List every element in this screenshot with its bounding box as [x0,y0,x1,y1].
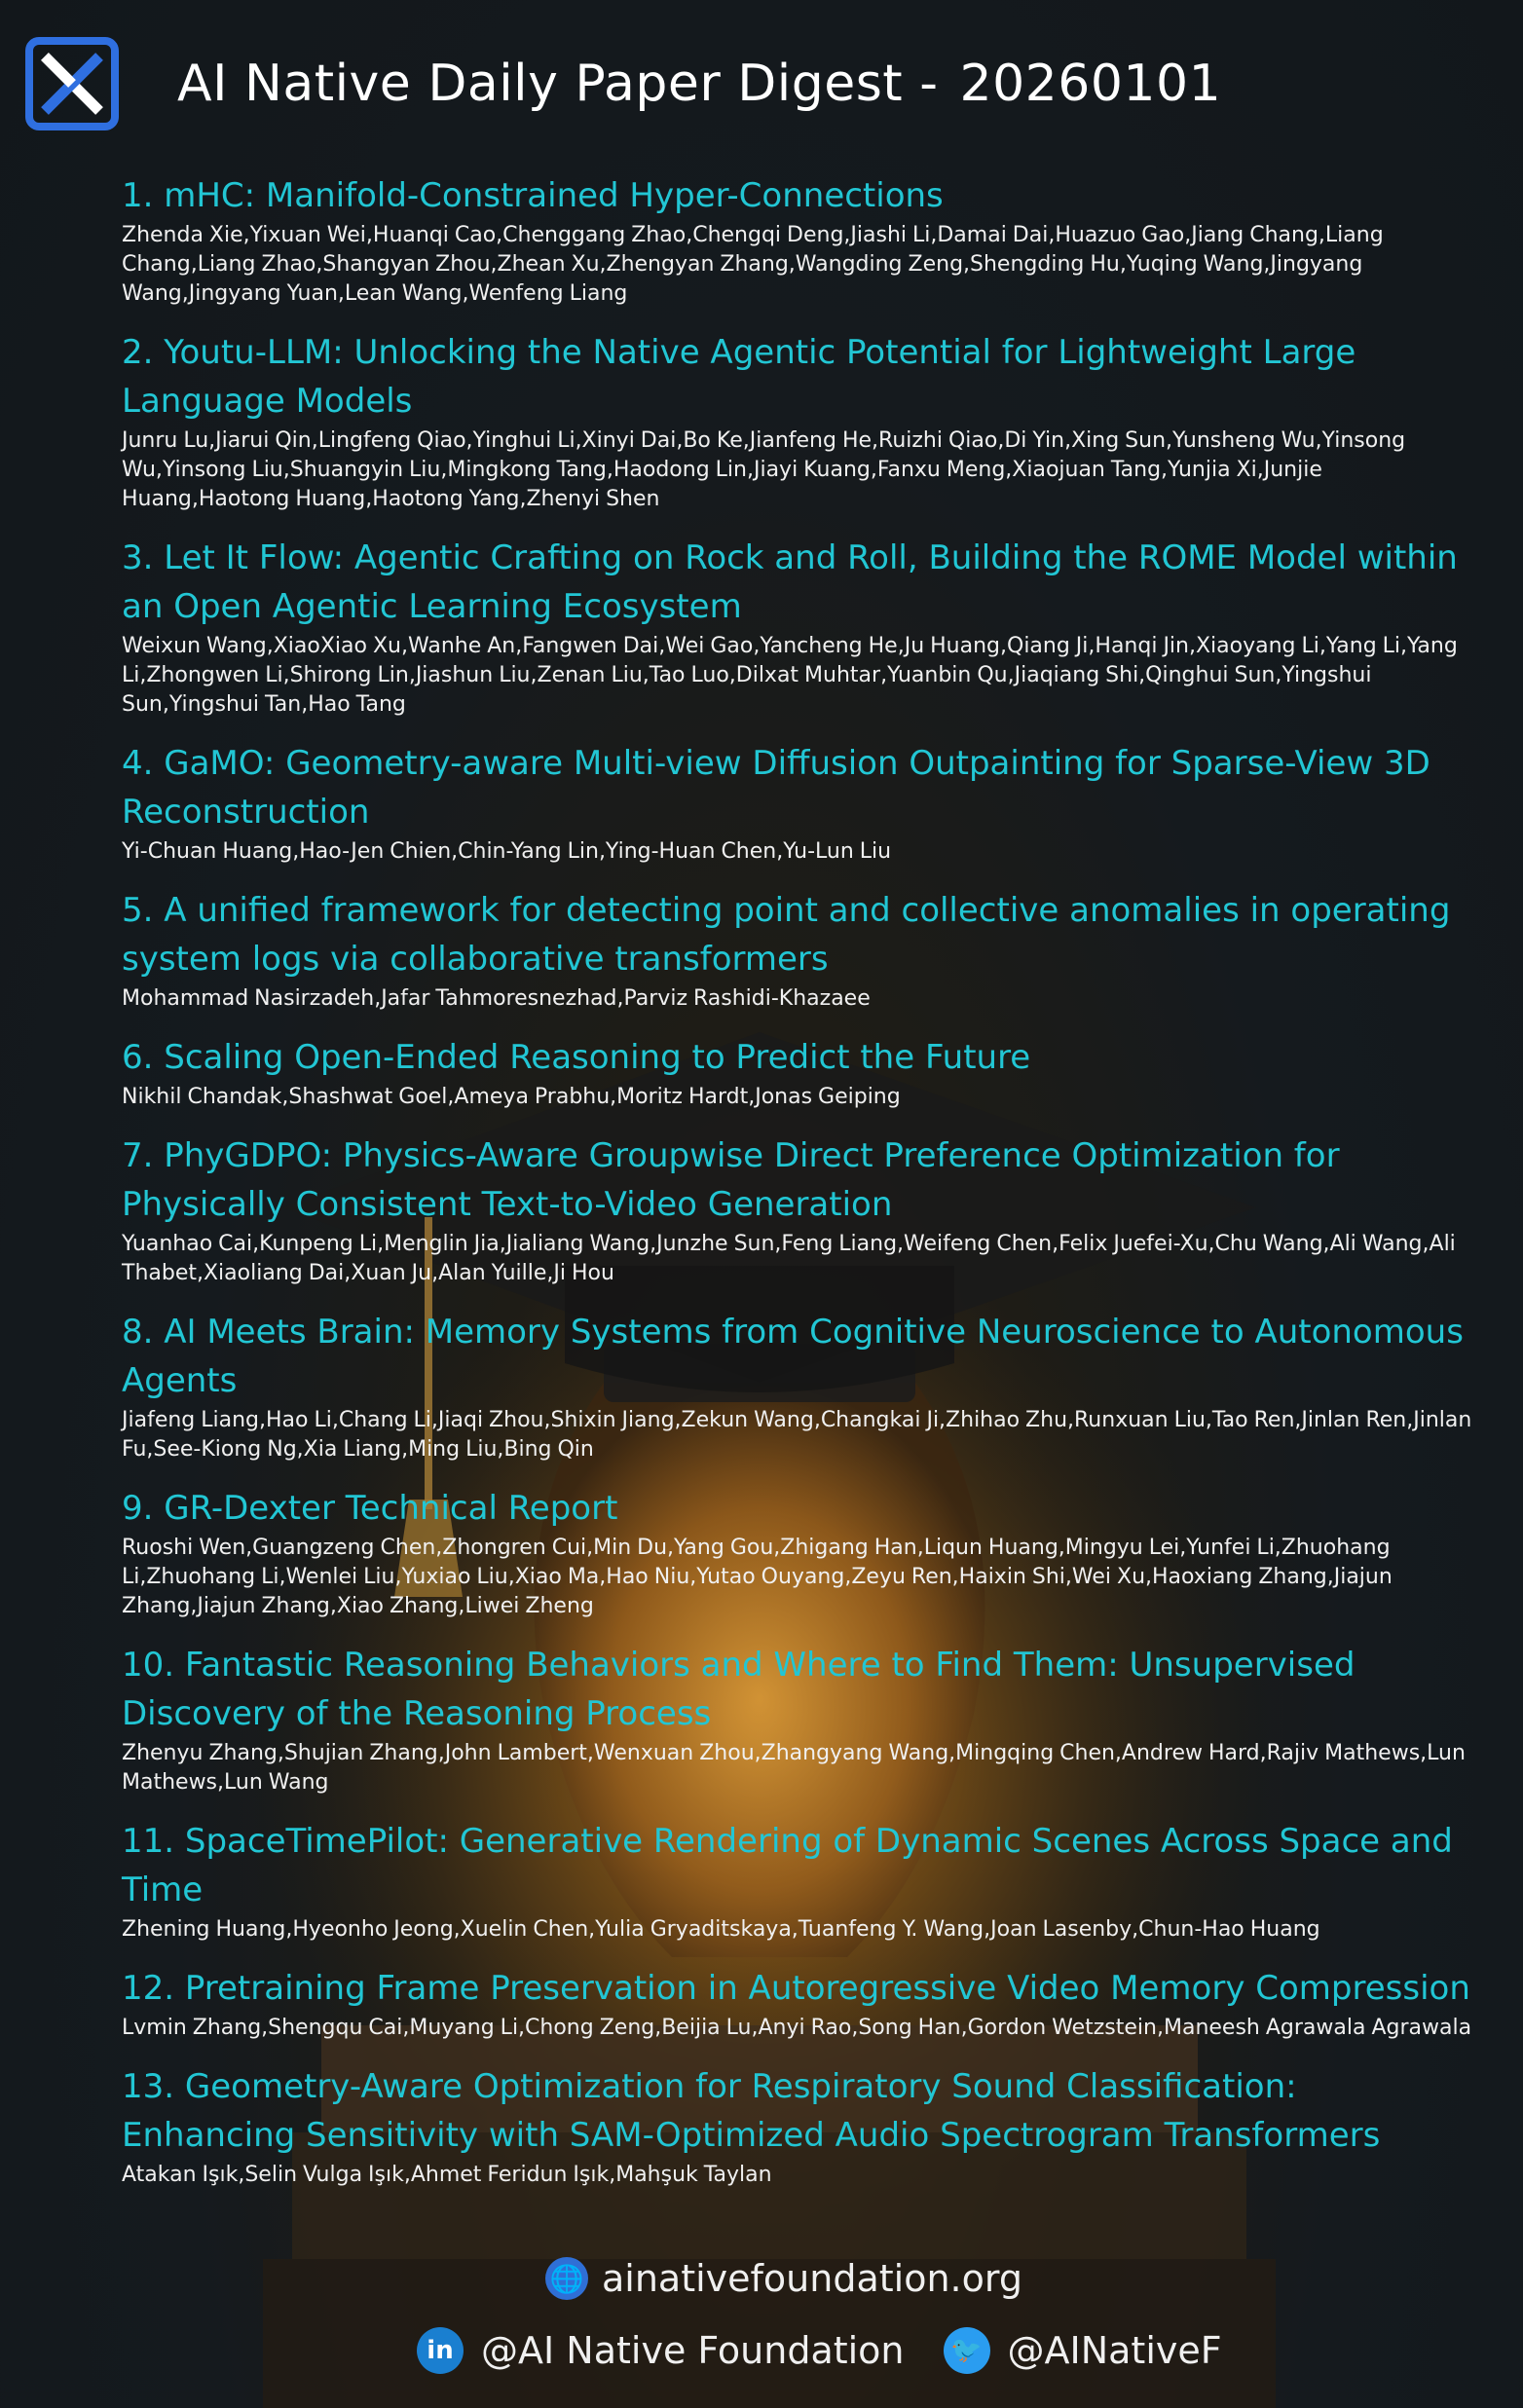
paper-title[interactable]: 9. GR-Dexter Technical Report [122,1489,618,1528]
paper-title[interactable]: 11. SpaceTimePilot: Generative Rendering of Dynamic Scenes Across Space and Time [122,1822,1453,1909]
paper-title[interactable]: 4. GaMO: Geometry-aware Multi-view Diffusion Outpainting for Sparse-View 3D Reconstruction [122,744,1430,832]
paper-title[interactable]: 12. Pretraining Frame Preservation in Autoregressive Video Memory Compression [122,1969,1470,2008]
paper-authors: Atakan Işık,Selin Vulga Işık,Ahmet Feridun Işık,Mahşuk Taylan [122,2163,772,2187]
paper-item [122,1964,1475,2043]
digest-date: 20260101 [959,55,1222,113]
page-title [177,55,1221,113]
page-title-text: AI Native Daily Paper Digest - [177,55,939,113]
paper-item [122,1817,1475,1945]
linkedin-icon[interactable]: in [417,2327,464,2374]
ai-native-logo-icon [23,35,121,132]
footer-website[interactable] [545,2257,1022,2300]
paper-title[interactable]: 5. A unified framework for detecting point and collective anomalies in operating system logs via collaborative transformers [122,891,1451,979]
paper-item [122,1308,1475,1464]
paper-authors: Zhenyu Zhang,Shujian Zhang,John Lambert,Wenxuan Zhou,Zhangyang Wang,Mingqing Chen,Andrew Hard,Rajiv Mathews,Lun Mathews,Lun Wang [122,1741,1466,1795]
paper-item [122,328,1475,514]
website-link[interactable]: ainativefoundation.org [602,2257,1022,2300]
paper-item [122,1131,1475,1288]
paper-authors: Lvmin Zhang,Shengqu Cai,Muyang Li,Chong Zeng,Beijia Lu,Anyi Rao,Song Han,Gordon Wetzstein,Maneesh Agrawala Agrawala [122,2016,1472,2040]
paper-authors: Ruoshi Wen,Guangzeng Chen,Zhongren Cui,Min Du,Yang Gou,Zhigang Han,Liqun Huang,Mingyu Lei,Yunfei Li,Zhuohang Li,Zhuohang Li,Wenlei Liu,Yuxiao Liu,Xiao Ma,Hao Niu,Yutao Ouyang,Zeyu Ren,Haixin Shi,Wei Xu,Haoxiang Zhang,Jiajun Zhang,Jiajun Zhang,Xiao Zhang,Liwei Zheng [122,1536,1393,1618]
paper-authors: Weixun Wang,XiaoXiao Xu,Wanhe An,Fangwen Dai,Wei Gao,Yancheng He,Ju Huang,Qiang Ji,Hanqi Jin,Xiaoyang Li,Yang Li,Yang Li,Zhongwen Li,Shirong Lin,Jiashun Liu,Zenan Liu,Tao Luo,Dilxat Muhtar,Yuanbin Qu,Jiaqiang Shi,Qinghui Sun,Yingshui Sun,Yingshui Tan,Hao Tang [122,634,1458,717]
globe-icon: 🌐 [545,2257,588,2300]
paper-item [122,739,1475,867]
paper-authors: Zhening Huang,Hyeonho Jeong,Xuelin Chen,Yulia Gryaditskaya,Tuanfeng Y. Wang,Joan Lasenby,Chun-Hao Huang [122,1917,1320,1942]
paper-title[interactable]: 7. PhyGDPO: Physics-Aware Groupwise Direct Preference Optimization for Physically Consistent Text-to-Video Generation [122,1136,1340,1224]
paper-authors: Mohammad Nasirzadeh,Jafar Tahmoresnezhad,Parviz Rashidi-Khazaee [122,986,871,1011]
footer-social [417,2327,1261,2374]
paper-item [122,1484,1475,1621]
paper-item [122,534,1475,720]
paper-item [122,171,1475,309]
paper-authors: Yi-Chuan Huang,Hao-Jen Chien,Chin-Yang Lin,Ying-Huan Chen,Yu-Lun Liu [122,839,892,864]
paper-authors: Nikhil Chandak,Shashwat Goel,Ameya Prabhu,Moritz Hardt,Jonas Geiping [122,1085,901,1109]
linkedin-handle[interactable]: @AI Native Foundation [481,2329,905,2372]
paper-title[interactable]: 1. mHC: Manifold-Constrained Hyper-Connections [122,176,944,215]
paper-title[interactable]: 3. Let It Flow: Agentic Crafting on Rock and Roll, Building the ROME Model within an Open Agentic Learning Ecosystem [122,538,1458,626]
paper-authors: Zhenda Xie,Yixuan Wei,Huanqi Cao,Chenggang Zhao,Chengqi Deng,Jiashi Li,Damai Dai,Huazuo Gao,Jiang Chang,Liang Chang,Liang Zhao,Shangyan Zhou,Zhean Xu,Zhengyan Zhang,Wangding Zeng,Shengding Hu,Yuqing Wang,Jingyang Wang,Jingyang Yuan,Lean Wang,Wenfeng Liang [122,223,1384,306]
paper-authors: Jiafeng Liang,Hao Li,Chang Li,Jiaqi Zhou,Shixin Jiang,Zekun Wang,Changkai Ji,Zhihao Zhu,Runxuan Liu,Tao Ren,Jinlan Ren,Jinlan Fu,See-Kiong Ng,Xia Liang,Ming Liu,Bing Qin [122,1408,1472,1462]
paper-item [122,2062,1475,2190]
paper-title[interactable]: 8. AI Meets Brain: Memory Systems from Cognitive Neuroscience to Autonomous Agents [122,1313,1464,1400]
paper-authors: Junru Lu,Jiarui Qin,Lingfeng Qiao,Yinghui Li,Xinyi Dai,Bo Ke,Jianfeng He,Ruizhi Qiao,Di Yin,Xing Sun,Yunsheng Wu,Yinsong Wu,Yinsong Liu,Shuangyin Liu,Mingkong Tang,Haodong Lin,Jiayi Kuang,Fanxu Meng,Xiaojuan Tang,Yunjia Xi,Junjie Huang,Haotong Huang,Haotong Yang,Zhenyi Shen [122,428,1406,511]
paper-title[interactable]: 13. Geometry-Aware Optimization for Respiratory Sound Classification: Enhancing Sensitivity with SAM-Optimized Audio Spectrogram Transformers [122,2067,1381,2155]
paper-item [122,1641,1475,1797]
header [23,35,1221,132]
paper-authors: Yuanhao Cai,Kunpeng Li,Menglin Jia,Jialiang Wang,Junzhe Sun,Feng Liang,Weifeng Chen,Felix Juefei-Xu,Chu Wang,Ali Wang,Ali Thabet,Xiaoliang Dai,Xuan Ju,Alan Yuille,Ji Hou [122,1232,1456,1285]
paper-title[interactable]: 2. Youtu-LLM: Unlocking the Native Agentic Potential for Lightweight Large Language Models [122,333,1356,421]
paper-item [122,886,1475,1014]
paper-list [122,171,1475,2209]
twitter-icon[interactable]: 🐦 [944,2327,990,2374]
twitter-handle[interactable]: @AINativeF [1007,2329,1222,2372]
paper-item [122,1033,1475,1112]
paper-title[interactable]: 6. Scaling Open-Ended Reasoning to Predict the Future [122,1038,1031,1077]
paper-title[interactable]: 10. Fantastic Reasoning Behaviors and Where to Find Them: Unsupervised Discovery of the Reasoning Process [122,1646,1356,1733]
